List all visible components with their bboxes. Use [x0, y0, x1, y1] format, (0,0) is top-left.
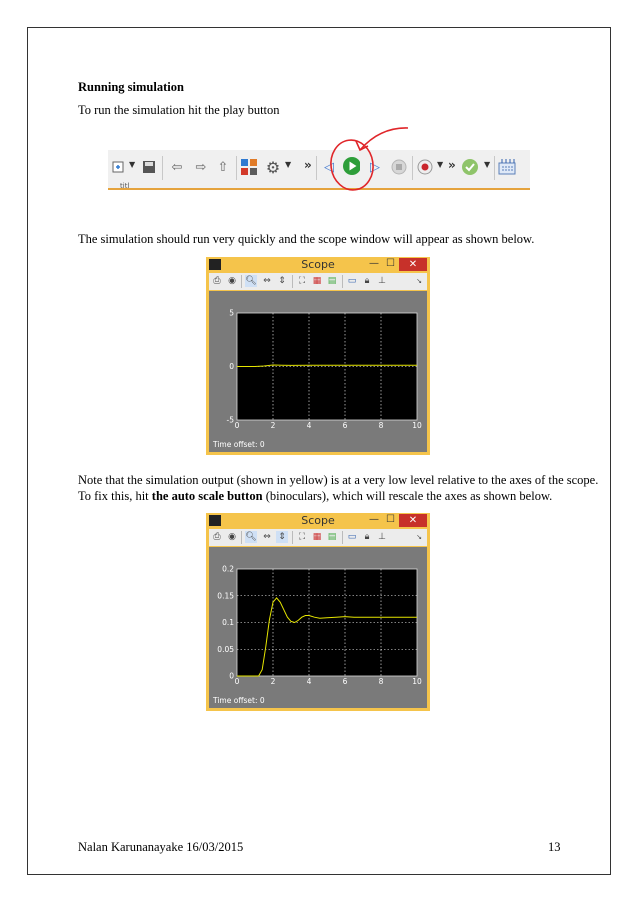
x-tick-label: 2: [270, 677, 276, 686]
gear-dropdown-icon[interactable]: ▼: [285, 160, 292, 169]
toolbar-separator: [241, 275, 242, 288]
maximize-icon[interactable]: ☐: [386, 514, 395, 525]
new-model-dropdown-icon[interactable]: ▼: [129, 160, 136, 169]
scope-window-2: [206, 513, 430, 711]
time-offset: [213, 440, 265, 449]
x-tick-label: 6: [342, 421, 348, 430]
step-back-icon[interactable]: ◁: [324, 159, 334, 175]
scope-toolbar: [209, 529, 427, 546]
library-icon[interactable]: [240, 158, 258, 176]
overflow-chevron-icon[interactable]: »: [304, 158, 312, 172]
scope-toolbar: [209, 273, 427, 290]
y-tick-label: 0: [229, 671, 234, 681]
zoom-x-icon[interactable]: ⇔: [263, 276, 271, 286]
up-arrow-icon[interactable]: ⇧: [217, 159, 229, 175]
scope-chart: [209, 291, 427, 452]
save-axes-icon[interactable]: ▦: [312, 532, 322, 542]
toolbar-separator: [241, 531, 242, 544]
toolbar-separator: [342, 531, 343, 544]
toolbar-separator: [342, 275, 343, 288]
toolbar-separator: [292, 531, 293, 544]
minimize-icon[interactable]: —: [369, 258, 379, 269]
paragraph-note-line1: Note that the simulation output (shown in yellow) is at a very low level relative to the axes of the scope.: [78, 473, 599, 487]
x-tick-label: 4: [306, 677, 312, 686]
signal-selection-icon[interactable]: ⊥: [378, 532, 386, 542]
dock-icon[interactable]: ↘: [416, 277, 422, 285]
minimize-icon[interactable]: —: [369, 514, 379, 525]
scope-titlebar: [206, 513, 430, 528]
zoom-icon[interactable]: 🔍︎: [245, 276, 257, 286]
time-offset-label: Time offset:: [213, 440, 258, 449]
x-tick-label: 8: [378, 677, 384, 686]
toolbar-separator: [412, 156, 413, 180]
toolbar-separator: [316, 156, 317, 180]
new-model-icon[interactable]: [110, 158, 128, 176]
record-dropdown-icon[interactable]: ▼: [437, 160, 444, 169]
scope-chart: [209, 547, 427, 708]
print-icon[interactable]: ⎙: [213, 276, 221, 286]
y-tick-label: 5: [229, 308, 234, 318]
note-suffix: (binoculars), which will rescale the axes as shown below.: [262, 489, 553, 503]
scope-window-title: Scope: [301, 258, 335, 271]
floating-scope-icon[interactable]: ▭: [347, 532, 357, 542]
autoscale-binoculars-icon[interactable]: ⛶: [298, 532, 306, 542]
auto-scale-emphasis: the auto scale button: [151, 489, 263, 503]
truncated-text: titl: [120, 182, 130, 190]
time-offset-value: 0: [259, 696, 265, 705]
scope-plot-area: [209, 547, 427, 708]
section-heading: Running simulation: [78, 80, 184, 94]
intro-paragraph: To run the simulation hit the play button: [78, 103, 280, 117]
simulink-toolbar: [108, 150, 530, 190]
scope-plot-area: [209, 291, 427, 452]
close-icon[interactable]: ✕: [399, 514, 427, 527]
zoom-y-icon[interactable]: ⇕: [276, 531, 288, 543]
print-icon[interactable]: ⎙: [213, 532, 221, 542]
time-offset-label: Time offset:: [213, 696, 258, 705]
toolbar-separator: [236, 156, 237, 180]
x-tick-label: 10: [412, 677, 422, 686]
maximize-icon[interactable]: ☐: [386, 258, 395, 269]
save-axes-icon[interactable]: ▦: [312, 276, 322, 286]
toolbar-separator: [162, 156, 163, 180]
x-tick-label: 0: [234, 677, 240, 686]
toolbar-separator: [494, 156, 495, 180]
gear-icon[interactable]: ⚙: [265, 157, 281, 177]
time-offset: [213, 696, 265, 705]
toolbar-separator: [292, 275, 293, 288]
x-tick-label: 8: [378, 421, 384, 430]
x-tick-label: 6: [342, 677, 348, 686]
y-tick-label: -5: [226, 415, 234, 425]
paragraph-note-line2: [78, 489, 552, 504]
signal-selection-icon[interactable]: ⊥: [378, 276, 386, 286]
y-tick-label: 0.1: [222, 618, 234, 627]
save-icon[interactable]: [140, 158, 158, 176]
lock-icon[interactable]: 🔒︎: [364, 532, 370, 542]
check-icon[interactable]: [461, 158, 479, 176]
scope-window-title: Scope: [301, 514, 335, 527]
x-tick-label: 4: [306, 421, 312, 430]
parameters-icon[interactable]: ◉: [228, 276, 236, 286]
scope-titlebar: [206, 257, 430, 272]
floating-scope-icon[interactable]: ▭: [347, 276, 357, 286]
autoscale-binoculars-icon[interactable]: ⛶: [298, 276, 306, 286]
forward-arrow-icon[interactable]: ⇨: [195, 159, 207, 175]
close-icon[interactable]: ✕: [399, 258, 427, 271]
time-offset-value: 0: [259, 440, 265, 449]
back-arrow-icon[interactable]: ⇦: [171, 159, 183, 175]
stop-icon[interactable]: [390, 158, 408, 176]
restore-axes-icon[interactable]: ▤: [327, 276, 337, 286]
play-icon[interactable]: [342, 157, 360, 175]
overflow-chevron-icon[interactable]: »: [448, 158, 456, 172]
restore-axes-icon[interactable]: ▤: [327, 532, 337, 542]
check-dropdown-icon[interactable]: ▼: [484, 160, 491, 169]
y-tick-label: 0.2: [222, 564, 234, 574]
zoom-y-icon[interactable]: ⇕: [278, 276, 286, 286]
x-tick-label: 10: [412, 421, 422, 430]
y-tick-label: 0: [229, 362, 234, 371]
y-tick-label: 0.15: [217, 591, 234, 601]
lock-icon[interactable]: 🔒︎: [364, 276, 370, 286]
grid-icon[interactable]: [498, 158, 516, 176]
parameters-icon[interactable]: ◉: [228, 532, 236, 542]
footer-author-date: Nalan Karunanayake 16/03/2015: [78, 840, 244, 854]
record-icon[interactable]: [416, 158, 434, 176]
step-forward-icon[interactable]: ▷: [370, 159, 380, 175]
paragraph-run-result: The simulation should run very quickly and the scope window will appear as shown below.: [78, 232, 535, 246]
x-tick-label: 2: [270, 421, 276, 430]
scope-window-1: [206, 257, 430, 455]
footer-page-number: 13: [548, 840, 561, 854]
x-tick-label: 0: [234, 421, 240, 430]
note-prefix: To fix this, hit: [78, 489, 152, 503]
dock-icon[interactable]: ↘: [416, 533, 422, 541]
zoom-x-icon[interactable]: ⇔: [263, 532, 271, 542]
y-tick-label: 0.05: [217, 644, 234, 654]
zoom-icon[interactable]: 🔍︎: [245, 532, 257, 542]
